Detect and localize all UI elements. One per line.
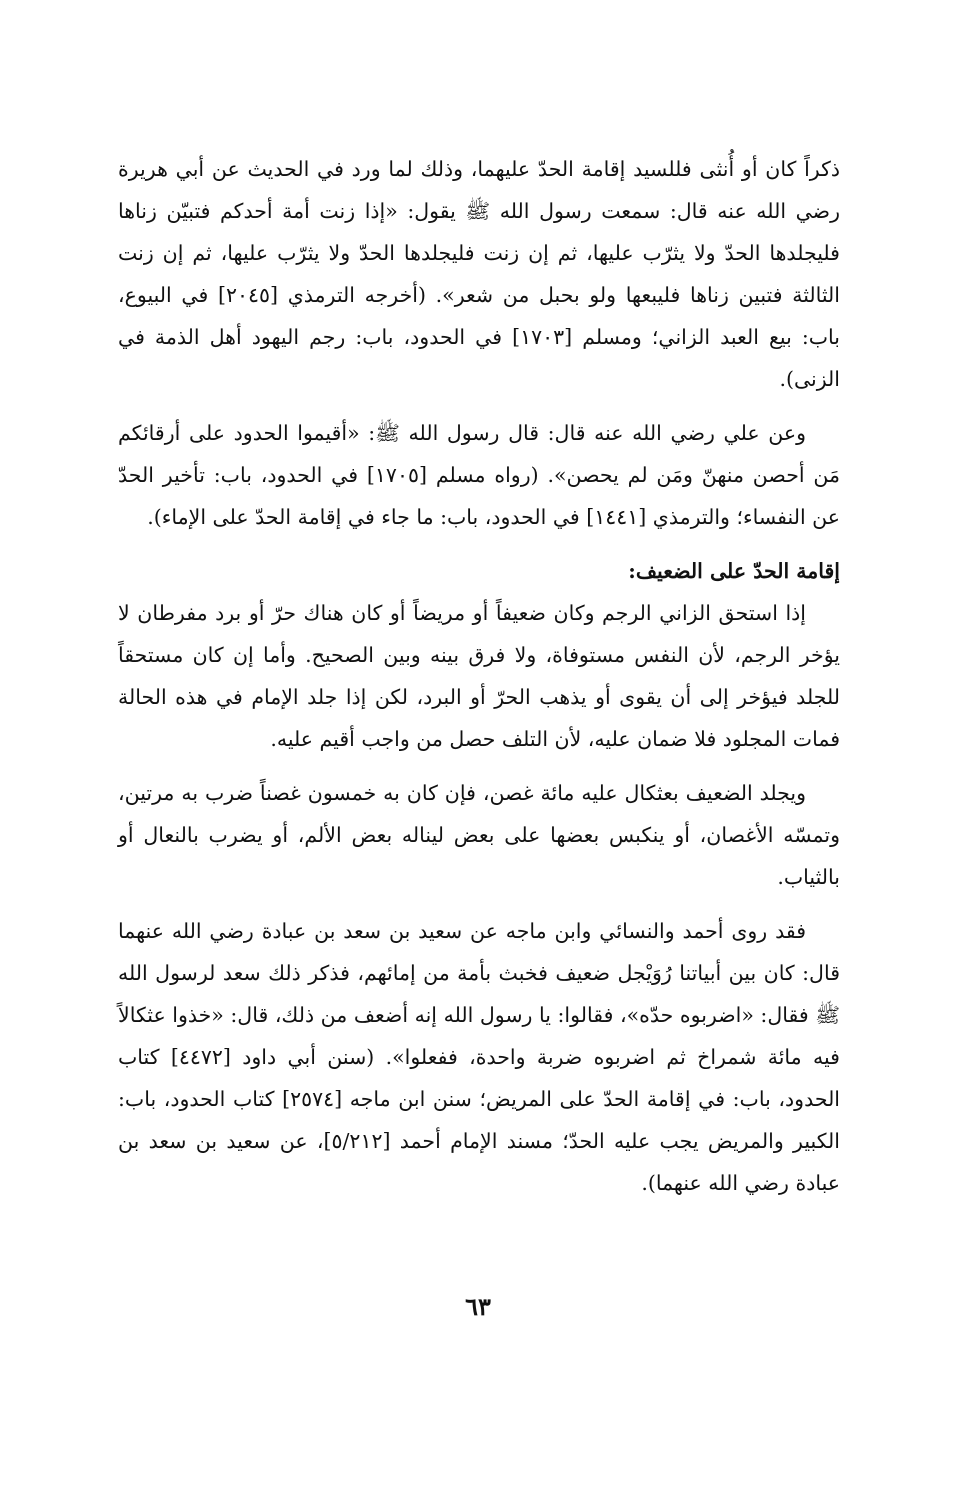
paragraph-stoning-weak: إذا استحق الزاني الرجم وكان ضعيفاً أو مريضاً أو كان هناك حرّ أو برد مفرطان لا يؤخر الرجم، لأن النفس مستوفاة، ولا فرق بينه وبين الصحيح. وأما إن كان مستحقاً للجلد فيؤخر إلى أن يقوى أو يذهب الحرّ أو البرد، لكن إذا جلد الإمام في هذه الحالة فمات المجلود فلا ضمان عليه، لأن التلف حصل من واجب أقيم عليه.: [118, 601, 840, 751]
paragraph-slave-hadd-abu-hurayra: ذكراً كان أو أُنثى فللسيد إقامة الحدّ عليهما، وذلك لما ورد في الحديث عن أبي هريرة رضي الله عنه قال: سمعت رسول الله ﷺ يقول: «إذا زنت أمة أحدكم فتبيّن زناها فليجلدها الحدّ ولا يثرّب عليها، ثم إن زنت فليجلدها الحدّ ولا يثرّب عليها، ثم إن زنت الثالثة فتبين زناها فليبعها ولو بحبل من شعر». (أخرجه الترمذي [٢٠٤٥] في البيوع، باب: بيع العبد الزاني؛ ومسلم [١٧٠٣] في الحدود، باب: رجم اليهود أهل الذمة في الزنى).: [118, 157, 841, 391]
paragraph-ali-hadith: وعن علي رضي الله عنه قال: قال رسول الله ﷺ: «أقيموا الحدود على أرقائكم مَن أحصن منهنّ ومَن لم يحصن». (رواه مسلم [١٧٠٥] في الحدود، باب: تأخير الحدّ عن النفساء؛ والترمذي [١٤٤١] في الحدود، باب: ما جاء في إقامة الحدّ على الإماء).: [118, 421, 840, 529]
main-text-block: [118, 148, 840, 1216]
section-heading-weak-person: إقامة الحدّ على الضعيف:: [628, 559, 840, 583]
paragraph-saeed-ibn-saad-hadith: فقد روى أحمد والنسائي وابن ماجه عن سعيد بن سعد بن عبادة رضي الله عنهما قال: كان بين أبياتنا رُوَيْجل ضعيف فخبث بأمة من إمائهم، فذكر ذلك سعد لرسول الله ﷺ فقال: «اضربوه حدّه»، فقالوا: يا رسول الله إنه أضعف من ذلك، قال: «خذوا عثكالاً فيه مائة شمراخ ثم اضربوه ضربة واحدة، ففعلوا». (سنن أبي داود [٤٤٧٢] كتاب الحدود، باب: في إقامة الحدّ على المريض؛ سنن ابن ماجه [٢٥٧٤] كتاب الحدود، باب: الكبير والمريض يجب عليه الحدّ؛ مسند الإمام أحمد [٥/٢١٢]، عن سعيد بن سعد بن عبادة رضي الله عنهما).: [118, 919, 841, 1195]
page-number: ٦٣: [465, 1292, 491, 1321]
paragraph-ithkal-flogging: ويجلد الضعيف بعثكال عليه مائة غصن، فإن كان به خمسون غصناً ضرب به مرتين، وتمسّه الأغصان، أو ينكبس بعضها على بعض ليناله بعض الألم، أو يضرب بالنعال أو بالثياب.: [118, 781, 840, 889]
